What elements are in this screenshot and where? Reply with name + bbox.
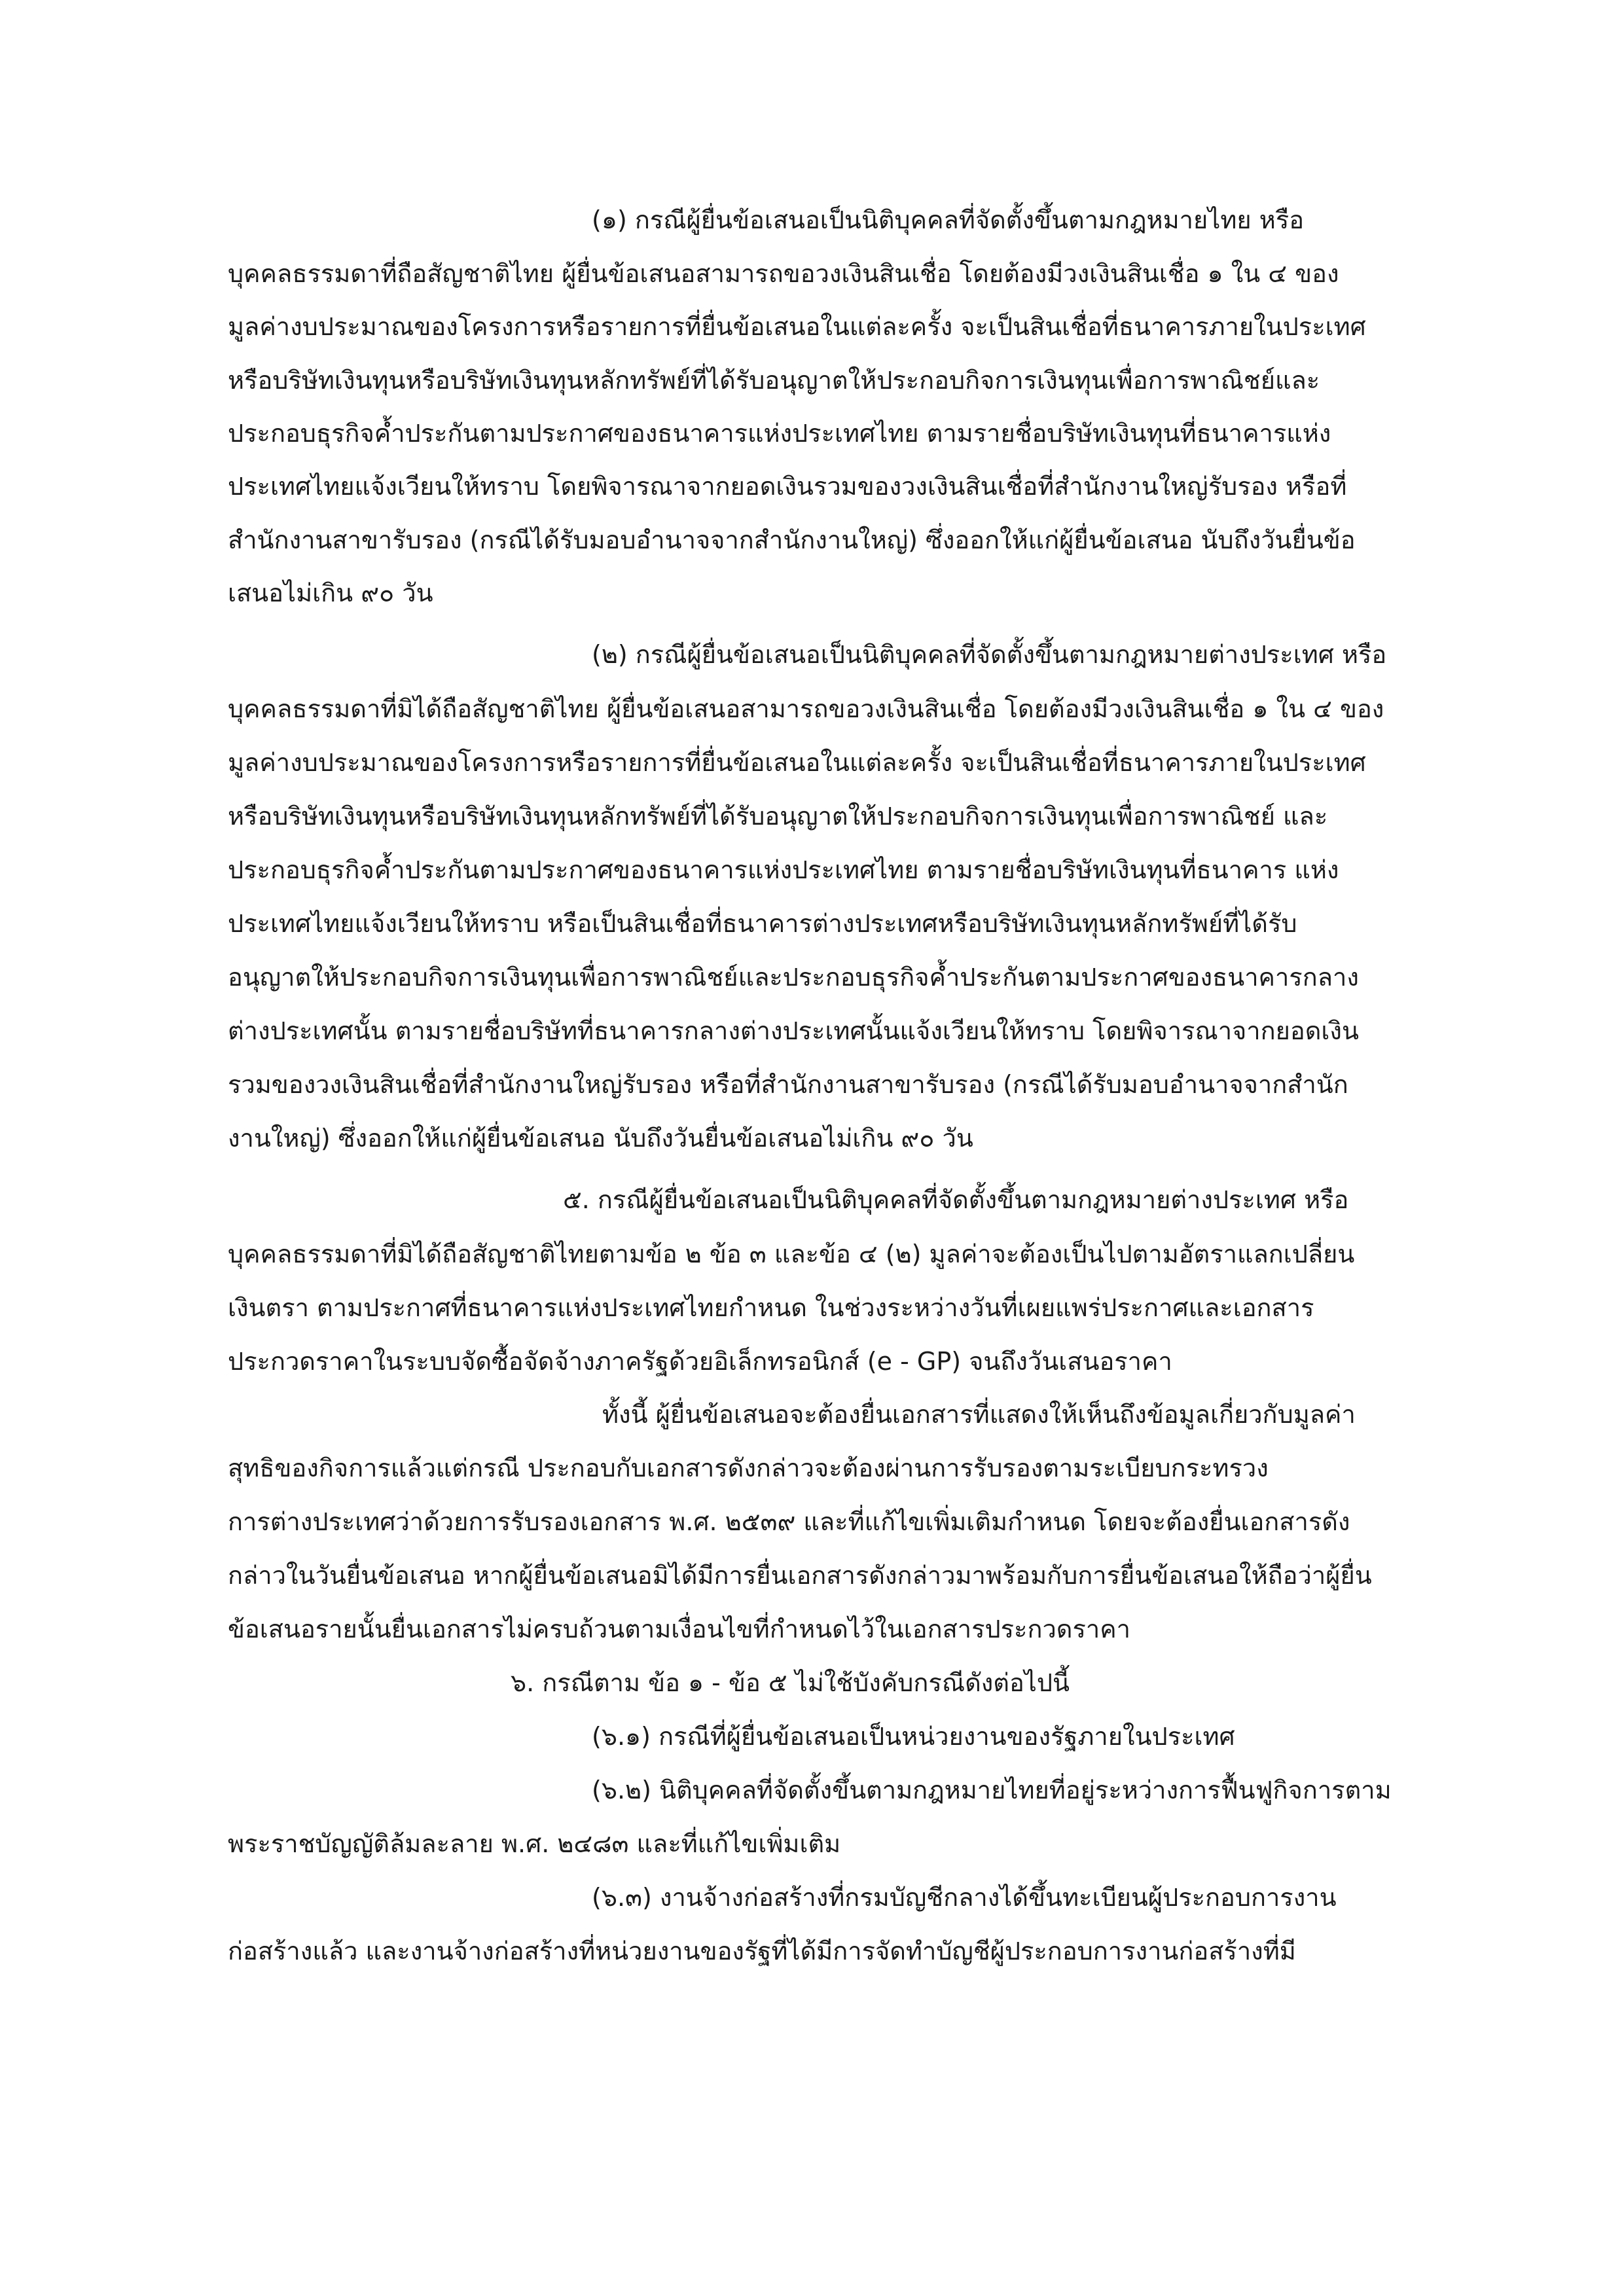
paragraph-line: เสนอไม่เกิน ๙๐ วัน	[228, 579, 433, 607]
paragraph-line: หรือบริษัทเงินทุนหรือบริษัทเงินทุนหลักทรัพย์ที่ได้รับอนุญาตให้ประกอบกิจการเงินทุนเพื่อการพาณิชย์และ	[228, 366, 1320, 395]
paragraph-line: การต่างประเทศว่าด้วยการรับรองเอกสาร พ.ศ. ๒๕๓๙ และที่แก้ไขเพิ่มเติมกำหนด โดยจะต้องยื่นเอกสารดัง	[228, 1507, 1350, 1536]
paragraph-line: งานใหญ่) ซึ่งออกให้แก่ผู้ยื่นข้อเสนอ นับถึงวันยื่นข้อเสนอไม่เกิน ๙๐ วัน	[228, 1124, 973, 1153]
paragraph-line: (๒) กรณีผู้ยื่นข้อเสนอเป็นนิติบุคคลที่จัดตั้งขึ้นตามกฎหมายต่างประเทศ หรือ	[592, 640, 1387, 669]
paragraph-line: ประเทศไทยแจ้งเวียนให้ทราบ หรือเป็นสินเชื่อที่ธนาคารต่างประเทศหรือบริษัทเงินทุนหลักทรัพย์ที่ได้รับ	[228, 909, 1297, 938]
paragraph-line: (๖.๒) นิติบุคคลที่จัดตั้งขึ้นตามกฎหมายไทยที่อยู่ระหว่างการฟื้นฟูกิจการตาม	[592, 1776, 1392, 1804]
paragraph-line: รวมของวงเงินสินเชื่อที่สำนักงานใหญ่รับรอง หรือที่สำนักงานสาขารับรอง (กรณีได้รับมอบอำนาจจากสำนัก	[228, 1070, 1348, 1099]
paragraph-line: ประกอบธุรกิจค้ำประกันตามประกาศของธนาคารแห่งประเทศไทย ตามรายชื่อบริษัทเงินทุนที่ธนาคารแห่ง	[228, 419, 1331, 448]
paragraph-line: สุทธิของกิจการแล้วแต่กรณี ประกอบกับเอกสารดังกล่าวจะต้องผ่านการรับรองตามระเบียบกระทรวง	[228, 1454, 1269, 1482]
paragraph-line: อนุญาตให้ประกอบกิจการเงินทุนเพื่อการพาณิชย์และประกอบธุรกิจค้ำประกันตามประกาศของธนาคารกลาง	[228, 963, 1359, 992]
paragraph-line: บุคคลธรรมดาที่มิได้ถือสัญชาติไทย ผู้ยื่นข้อเสนอสามารถขอวงเงินสินเชื่อ โดยต้องมีวงเงินสินเชื่อ ๑ ใน ๔ ของ	[228, 694, 1384, 723]
paragraph-line: บุคคลธรรมดาที่ถือสัญชาติไทย ผู้ยื่นข้อเสนอสามารถขอวงเงินสินเชื่อ โดยต้องมีวงเงินสินเชื่อ ๑ ใน ๔ ของ	[228, 259, 1339, 288]
paragraph-line: ประกอบธุรกิจค้ำประกันตามประกาศของธนาคารแห่งประเทศไทย ตามรายชื่อบริษัทเงินทุนที่ธนาคาร แห่ง	[228, 855, 1339, 884]
paragraph-line: ประเทศไทยแจ้งเวียนให้ทราบ โดยพิจารณาจากยอดเงินรวมของวงเงินสินเชื่อที่สำนักงานใหญ่รับรอง หรือที่	[228, 472, 1347, 501]
paragraph-line: พระราชบัญญัติล้มละลาย พ.ศ. ๒๔๘๓ และที่แก้ไขเพิ่มเติม	[228, 1829, 841, 1858]
paragraph-line: กล่าวในวันยื่นข้อเสนอ หากผู้ยื่นข้อเสนอมิได้มีการยื่นเอกสารดังกล่าวมาพร้อมกับการยื่นข้อเสนอให้ถือว่าผู้ยื่น	[228, 1561, 1372, 1590]
paragraph-line: ทั้งนี้ ผู้ยื่นข้อเสนอจะต้องยื่นเอกสารที่แสดงให้เห็นถึงข้อมูลเกี่ยวกับมูลค่า	[602, 1400, 1356, 1429]
paragraph-line: (๖.๑) กรณีที่ผู้ยื่นข้อเสนอเป็นหน่วยงานของรัฐภายในประเทศ	[592, 1722, 1235, 1751]
paragraph-line: ข้อเสนอรายนั้นยื่นเอกสารไม่ครบถ้วนตามเงื่อนไขที่กำหนดไว้ในเอกสารประกวดราคา	[228, 1615, 1130, 1643]
paragraph-line: เงินตรา ตามประกาศที่ธนาคารแห่งประเทศไทยกำหนด ในช่วงระหว่างวันที่เผยแพร่ประกาศและเอกสาร	[228, 1293, 1314, 1322]
paragraph-line: ก่อสร้างแล้ว และงานจ้างก่อสร้างที่หน่วยงานของรัฐที่ได้มีการจัดทำบัญชีผู้ประกอบการงานก่อสร้างที่มี	[228, 1937, 1296, 1965]
paragraph-line: มูลค่างบประมาณของโครงการหรือรายการที่ยื่นข้อเสนอในแต่ละครั้ง จะเป็นสินเชื่อที่ธนาคารภายในประเทศ	[228, 748, 1366, 777]
paragraph-line: ๕. กรณีผู้ยื่นข้อเสนอเป็นนิติบุคคลที่จัดตั้งขึ้นตามกฎหมายต่างประเทศ หรือ	[563, 1185, 1349, 1214]
paragraph-line: (๖.๓) งานจ้างก่อสร้างที่กรมบัญชีกลางได้ขึ้นทะเบียนผู้ประกอบการงาน	[592, 1883, 1337, 1912]
paragraph-line: ประกวดราคาในระบบจัดซื้อจัดจ้างภาครัฐด้วยอิเล็กทรอนิกส์ (e - GP) จนถึงวันเสนอราคา	[228, 1347, 1172, 1376]
paragraph-line: ต่างประเทศนั้น ตามรายชื่อบริษัทที่ธนาคารกลางต่างประเทศนั้นแจ้งเวียนให้ทราบ โดยพิจารณาจากยอดเงิน	[228, 1016, 1359, 1045]
paragraph-line: (๑) กรณีผู้ยื่นข้อเสนอเป็นนิติบุคคลที่จัดตั้งขึ้นตามกฎหมายไทย หรือ	[592, 206, 1305, 234]
paragraph-line: หรือบริษัทเงินทุนหรือบริษัทเงินทุนหลักทรัพย์ที่ได้รับอนุญาตให้ประกอบกิจการเงินทุนเพื่อการพาณิชย์ และ	[228, 802, 1328, 831]
paragraph-line: ๖. กรณีตาม ข้อ ๑ - ข้อ ๕ ไม่ใช้บังคับกรณีดังต่อไปนี้	[511, 1668, 1070, 1697]
paragraph-line: มูลค่างบประมาณของโครงการหรือรายการที่ยื่นข้อเสนอในแต่ละครั้ง จะเป็นสินเชื่อที่ธนาคารภายในประเทศ	[228, 312, 1366, 341]
paragraph-line: บุคคลธรรมดาที่มิได้ถือสัญชาติไทยตามข้อ ๒ ข้อ ๓ และข้อ ๔ (๒) มูลค่าจะต้องเป็นไปตามอัตราแลกเปลี่ยน	[228, 1240, 1355, 1268]
paragraph-line: สำนักงานสาขารับรอง (กรณีได้รับมอบอำนาจจากสำนักงานใหญ่) ซึ่งออกให้แก่ผู้ยื่นข้อเสนอ นับถึงวันยื่นข้อ	[228, 526, 1356, 554]
